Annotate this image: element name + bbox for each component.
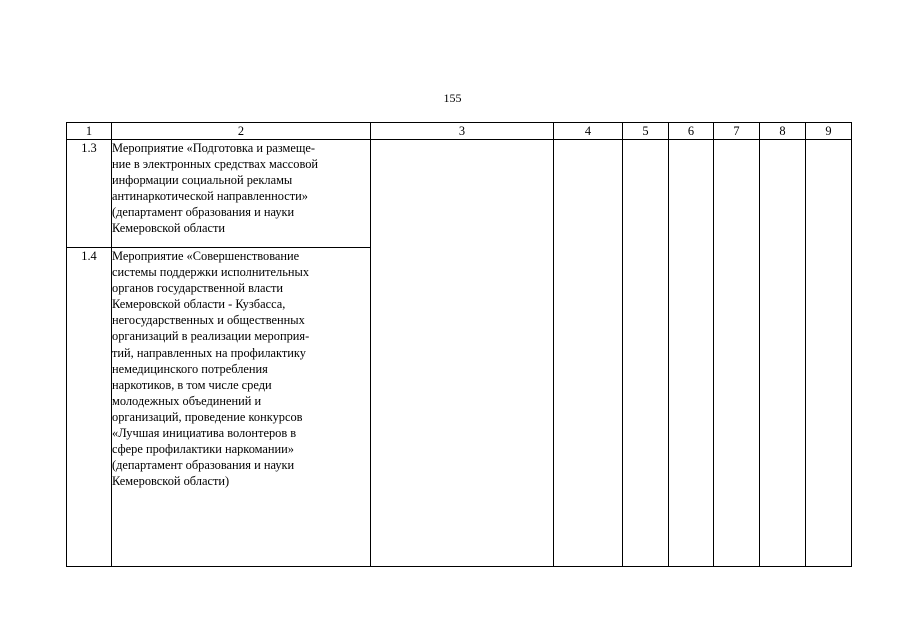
- table-header-row: [67, 123, 852, 140]
- column-header: 4: [554, 123, 623, 140]
- row-description: [112, 248, 371, 567]
- description-line: немедицинского потребления: [112, 361, 268, 376]
- column-header: 1: [67, 123, 112, 140]
- table-cell-col5: [623, 140, 669, 567]
- column-header: 6: [669, 123, 714, 140]
- main-table: [66, 122, 852, 567]
- description-line: организаций, проведение конкурсов: [112, 409, 303, 424]
- description-line: негосударственных и общественных: [112, 313, 305, 328]
- description-line: Мероприятие «Подготовка и размеще-: [112, 141, 316, 155]
- table-cell-col6: [669, 140, 714, 567]
- description-line: (департамент образования и науки: [112, 458, 295, 473]
- table-cell-col9: [806, 140, 852, 567]
- column-header: 9: [806, 123, 852, 140]
- description-line: органов государственной власти: [112, 281, 284, 296]
- description-line: (департамент образования и науки: [112, 205, 295, 220]
- table-cell-col3: [371, 140, 554, 567]
- column-header: 8: [760, 123, 806, 140]
- description-line: системы поддержки исполнительных: [112, 265, 310, 280]
- row-number: 1.3: [67, 140, 112, 248]
- table-cell-col4: [554, 140, 623, 567]
- column-header: 3: [371, 123, 554, 140]
- row-number: 1.4: [67, 248, 112, 567]
- column-header: 7: [714, 123, 760, 140]
- description-line: антинаркотической направленности»: [112, 189, 308, 204]
- description-line: организаций в реализации мероприя-: [112, 329, 310, 344]
- page-number: 155: [443, 91, 462, 105]
- table-cell-col8: [760, 140, 806, 567]
- description-line: Мероприятие «Совершенствование: [112, 249, 300, 263]
- description-line: информации социальной рекламы: [112, 173, 293, 188]
- description-line: молодежных объединений и: [112, 393, 262, 408]
- column-header: 5: [623, 123, 669, 140]
- description-line: ние в электронных средствах массовой: [112, 157, 319, 172]
- description-line: «Лучшая инициатива волонтеров в: [112, 426, 297, 441]
- column-header: 2: [112, 123, 371, 140]
- description-line: наркотиков, в том числе среди: [112, 377, 272, 392]
- row-description: [112, 140, 371, 248]
- description-line: Кемеровской области - Кузбасса,: [112, 297, 286, 312]
- table-row: [67, 140, 852, 248]
- table-cell-col7: [714, 140, 760, 567]
- description-line: сфере профилактики наркомании»: [112, 442, 295, 457]
- description-line: Кемеровской области: [112, 221, 226, 236]
- description-line: тий, направленных на профилактику: [112, 345, 306, 360]
- description-line: Кемеровской области): [112, 474, 230, 489]
